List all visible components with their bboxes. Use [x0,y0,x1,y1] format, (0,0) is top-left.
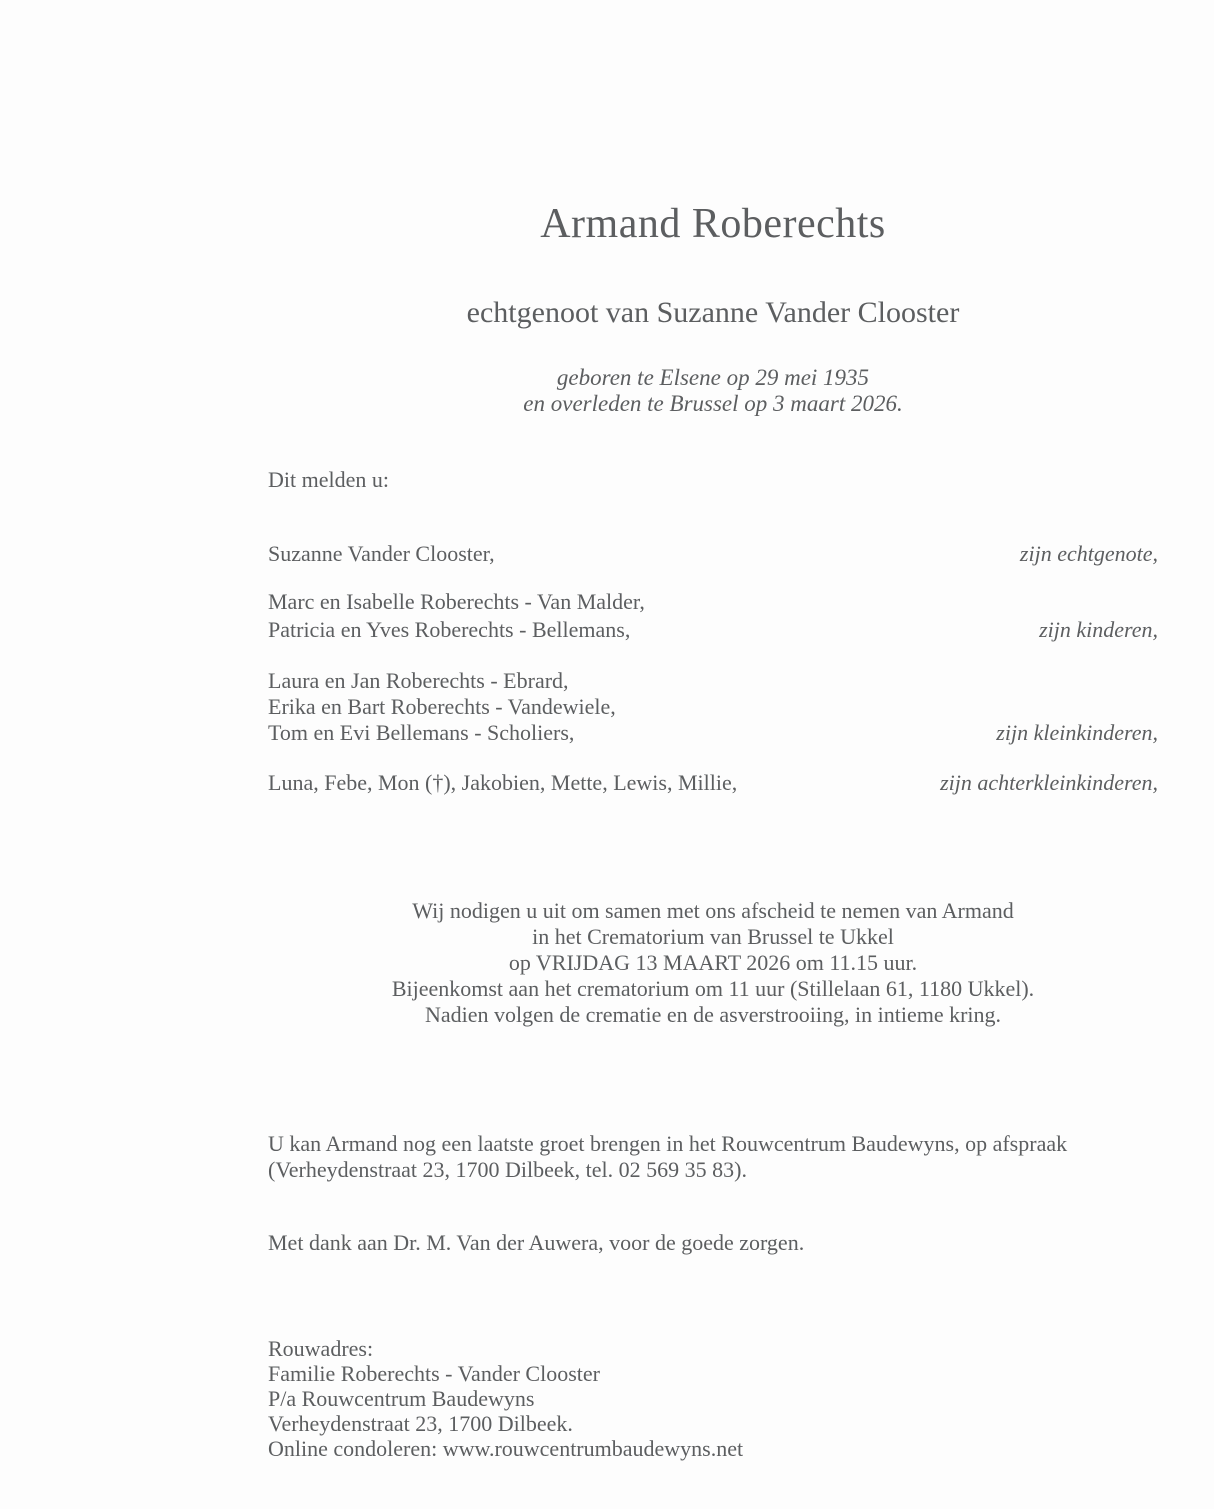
relative-name-line: Marc en Isabelle Roberechts - Van Malder, [268,589,645,614]
mourning-address [268,1336,1158,1461]
relation-label: zijn achterkleinkinderen, [940,770,1158,795]
relative-row-spouse [268,540,1158,567]
ceremony-line: op VRIJDAG 13 MAART 2026 om 11.15 uur. [508,950,918,975]
mourning-address-line: Familie Roberechts - Vander Clooster [268,1361,600,1386]
ceremony-line: Bijeenkomst aan het crematorium om 11 uur (Stillelaan 61, 1180 Ukkel). [391,976,1035,1001]
relation-label: zijn kinderen, [1039,617,1158,642]
birth-line: geboren te Elsene op 29 mei 1935 [556,365,870,390]
ceremony-announcement [268,898,1158,1028]
visitation-info [268,1131,1158,1183]
relative-row-greatgrandchildren [268,769,1158,796]
deceased-name-title: Armand Roberechts [540,201,886,247]
relative-name-line: Laura en Jan Roberechts - Ebrard, [268,668,569,693]
spouse-subtitle: echtgenoot van Suzanne Vander Clooster [466,296,960,329]
mourning-address-line: Online condoleren: www.rouwcentrumbaudewyns.net [268,1436,744,1461]
relative-names [268,540,495,567]
relative-name-line: Patricia en Yves Roberechts - Bellemans, [268,617,631,642]
relative-row-grandchildren [268,668,1158,746]
relative-name-line: Tom en Evi Bellemans - Scholiers, [268,720,575,745]
relative-row-children [268,588,1158,644]
relative-names [268,588,645,644]
relative-name-line: Erika en Bart Roberechts - Vandewiele, [268,694,616,719]
birth-death-dates [268,365,1158,417]
ceremony-line: Nadien volgen de crematie en de asverstrooiing, in intieme kring. [424,1002,1002,1027]
mourning-address-line: P/a Rouwcentrum Baudewyns [268,1386,535,1411]
ceremony-line: Wij nodigen u uit om samen met ons afscheid te nemen van Armand [412,898,1014,923]
relation-label: zijn echtgenote, [1019,541,1158,566]
relative-name-line: Luna, Febe, Mon (†), Jakobien, Mette, Lewis, Millie, [268,770,738,795]
visitation-line: (Verheydenstraat 23, 1700 Dilbeek, tel. 02 569 35 83). [268,1157,747,1182]
ceremony-line: in het Crematorium van Brussel te Ukkel [532,924,894,949]
death-line: en overleden te Brussel op 3 maart 2026. [523,391,903,416]
relative-name-line: Suzanne Vander Clooster, [268,541,495,566]
thanks-note: Met dank aan Dr. M. Van der Auwera, voor de goede zorgen. [268,1230,805,1255]
mourning-address-label: Rouwadres: [268,1336,374,1361]
announcement-intro: Dit melden u: [268,467,389,492]
visitation-line: U kan Armand nog een laatste groet brengen in het Rouwcentrum Baudewyns, op afspraak [268,1131,1068,1156]
mourning-address-line: Verheydenstraat 23, 1700 Dilbeek. [268,1411,573,1436]
relative-names [268,769,737,796]
relation-label: zijn kleinkinderen, [996,720,1158,745]
relative-names [268,668,616,746]
